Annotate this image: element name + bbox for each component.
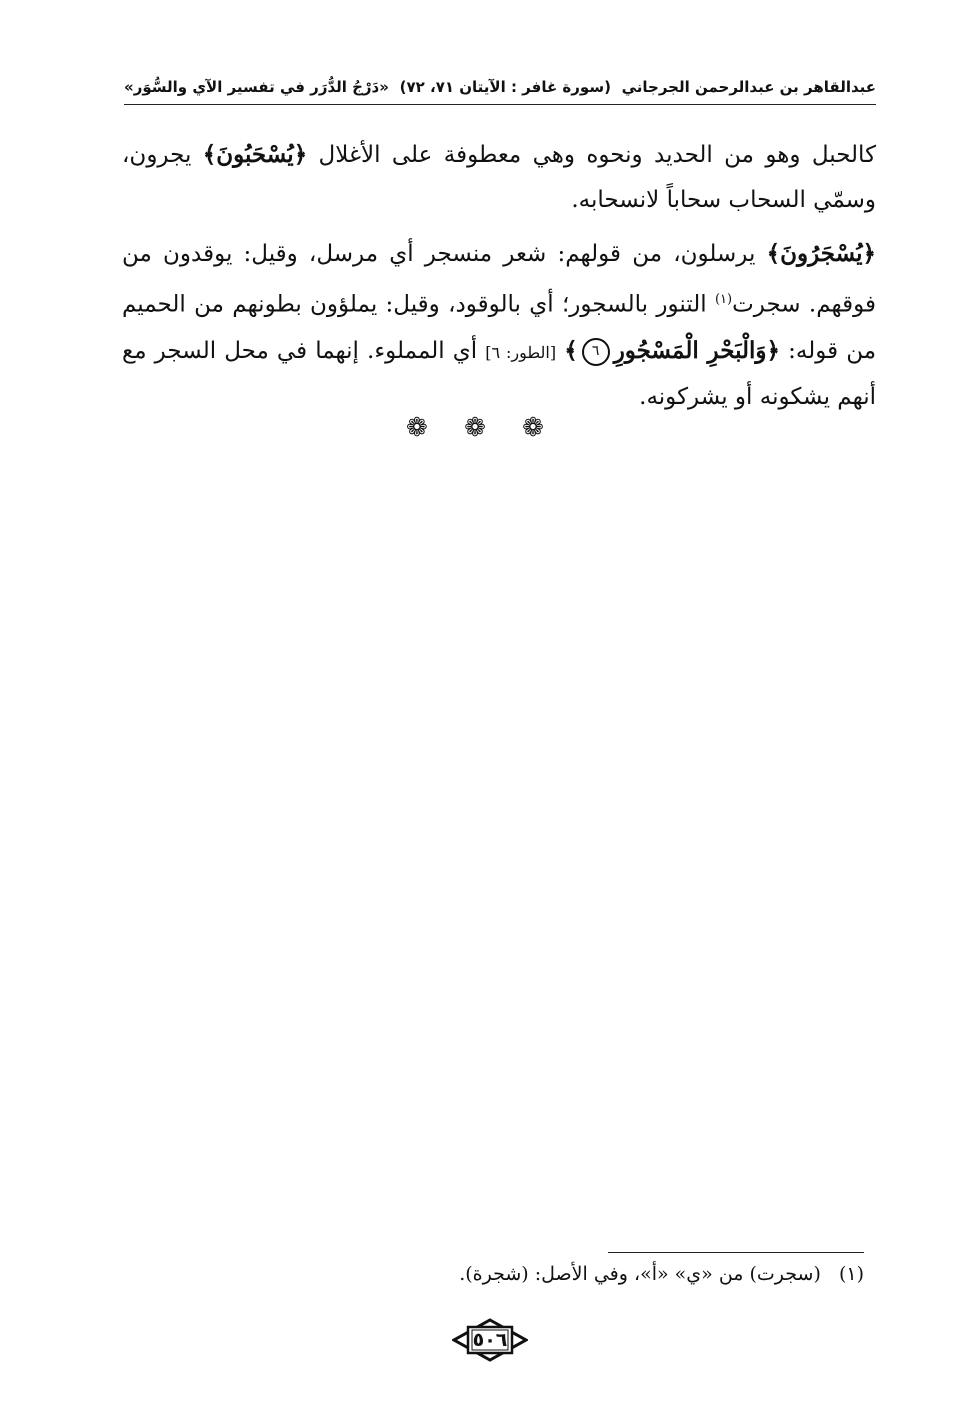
quran-close-bracket: ﴾ — [564, 336, 578, 364]
ayah-number-marker: ٦ — [582, 338, 610, 366]
quran-quote-yushabun: ﴿يُسْحَبُونَ﴾ — [202, 141, 308, 168]
surah-citation: [الطور: ٦] — [485, 342, 557, 362]
footnote-divider — [608, 1252, 864, 1253]
section-divider-ornaments: ❁ ❁ ❁ — [406, 413, 558, 443]
paragraph-2-text-3: أي المملوء. إنهما في محل السجر مع أنهم يشكونه أو يشركونه. — [122, 337, 876, 410]
footnote-text: (سجرت) من «ي» «أ»، وفي الأصل: (شجرة). — [459, 1263, 821, 1285]
paragraph-2 — [122, 231, 876, 420]
quran-quote-albahr: ﴿وَالْبَحْرِ الْمَسْجُورِ — [613, 336, 781, 364]
footnote-reference: (١) — [714, 292, 733, 307]
header-divider — [124, 104, 876, 105]
paragraph-1-text-2: يجرون، وسمّي السحاب سحاباً لانسحابه. — [122, 142, 876, 213]
footnote — [300, 1263, 864, 1285]
paragraph-2-text-2: التنور بالسجور؛ أي بالوقود، وقيل: يملؤون بطونهم من الحميم من قوله: — [122, 291, 877, 364]
paragraph-2-text-1: يرسلون، من قولهم: شعر منسجر أي مرسل، وقيل: يوقدون من فوقهم. سجرت — [122, 241, 876, 318]
paragraph-1-text: كالحبل وهو من الحديد ونحوه وهي معطوفة على الأغلال — [318, 142, 877, 168]
footnote-number: (١) — [838, 1263, 864, 1285]
paragraph-1 — [122, 132, 876, 223]
header-author: عبدالقاهر بن عبدالرحمن الجرجاني — [621, 78, 876, 96]
header-section: (سورة غافر : الآيتان ٧١، ٧٢) — [399, 78, 611, 96]
main-text — [122, 132, 876, 428]
running-header — [124, 72, 876, 102]
header-book-title: «دَرْجُ الدُّرَر في تفسير الآي والسُّوَر» — [124, 78, 389, 96]
page-number-badge — [452, 1318, 528, 1362]
quran-quote-yusjarun: ﴿يُسْجَرُونَ﴾ — [766, 240, 877, 267]
page-number: ٥٠٦ — [472, 1329, 508, 1351]
